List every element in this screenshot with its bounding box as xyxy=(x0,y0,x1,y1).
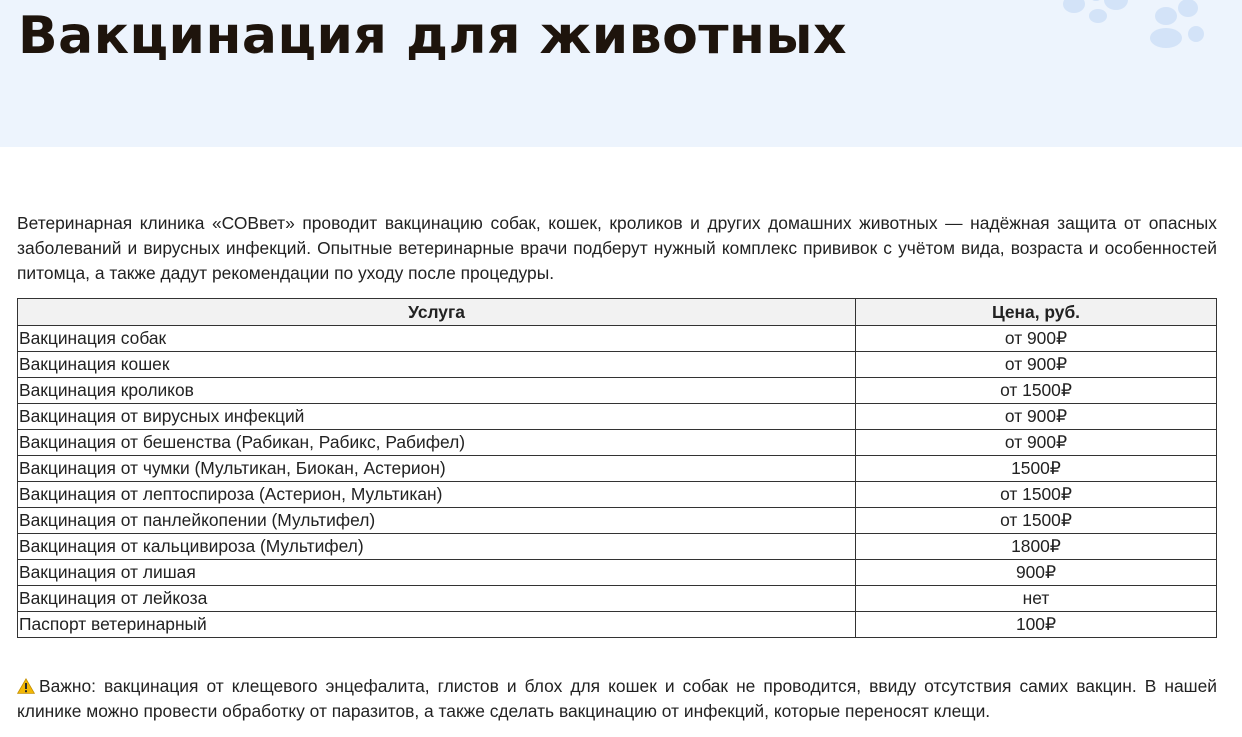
table-header-row xyxy=(18,299,1217,326)
service-cell: Вакцинация от панлейкопении (Мультифел) xyxy=(18,508,856,534)
table-row xyxy=(18,560,1217,586)
service-cell: Вакцинация от лишая xyxy=(18,560,856,586)
table-row xyxy=(18,612,1217,638)
price-cell: 1800₽ xyxy=(856,534,1217,560)
table-row xyxy=(18,534,1217,560)
service-cell: Вакцинация от лейкоза xyxy=(18,586,856,612)
price-cell: от 900₽ xyxy=(856,404,1217,430)
column-header-price: Цена, руб. xyxy=(856,299,1217,326)
table-row xyxy=(18,430,1217,456)
service-cell: Вакцинация от кальцивироза (Мультифел) xyxy=(18,534,856,560)
service-cell: Вакцинация собак xyxy=(18,326,856,352)
table-row xyxy=(18,456,1217,482)
warning-text: Важно: вакцинация от клещевого энцефалита, глистов и блох для кошек и собак не проводится, ввиду отсутствия самих вакцин. В нашей клинике можно провести обработку от паразитов, а также сделать вакцинацию от инфекций, которые переносят клещи. xyxy=(17,676,1217,721)
price-cell: 900₽ xyxy=(856,560,1217,586)
table-row xyxy=(18,404,1217,430)
price-cell: нет xyxy=(856,586,1217,612)
price-cell: от 900₽ xyxy=(856,352,1217,378)
service-cell: Вакцинация от лептоспироза (Астерион, Мультикан) xyxy=(18,482,856,508)
table-row xyxy=(18,352,1217,378)
price-cell: 100₽ xyxy=(856,612,1217,638)
service-cell: Вакцинация кошек xyxy=(18,352,856,378)
table-row xyxy=(18,378,1217,404)
intro-text: Ветеринарная клиника «СОВвет» проводит вакцинацию собак, кошек, кроликов и других домашних животных — надёжная защита от опасных заболеваний и вирусных инфекций. Опытные ветеринарные врачи подберут нужный комплекс прививок с учётом вида, возраста и особенностей питомца, а также дадут рекомендации по уходу после процедуры. xyxy=(17,213,1217,283)
page-title: Вакцинация для животных xyxy=(18,6,848,66)
service-cell: Вакцинация от бешенства (Рабикан, Рабикс, Рабифел) xyxy=(18,430,856,456)
price-table xyxy=(17,298,1217,638)
price-cell: от 1500₽ xyxy=(856,378,1217,404)
table-row xyxy=(18,326,1217,352)
service-cell: Вакцинация кроликов xyxy=(18,378,856,404)
page-header xyxy=(0,0,1242,147)
service-cell: Паспорт ветеринарный xyxy=(18,612,856,638)
paw-print-icon xyxy=(1056,0,1136,26)
price-cell: от 900₽ xyxy=(856,326,1217,352)
price-cell: от 1500₽ xyxy=(856,508,1217,534)
price-cell: 1500₽ xyxy=(856,456,1217,482)
table-row xyxy=(18,586,1217,612)
paw-print-icon xyxy=(1136,0,1216,54)
table-row xyxy=(18,482,1217,508)
column-header-service: Услуга xyxy=(18,299,856,326)
service-cell: Вакцинация от чумки (Мультикан, Биокан, Астерион) xyxy=(18,456,856,482)
warning-icon xyxy=(17,676,35,692)
price-cell: от 1500₽ xyxy=(856,482,1217,508)
price-cell: от 900₽ xyxy=(856,430,1217,456)
table-row xyxy=(18,508,1217,534)
warning-note xyxy=(17,674,1217,724)
service-cell: Вакцинация от вирусных инфекций xyxy=(18,404,856,430)
